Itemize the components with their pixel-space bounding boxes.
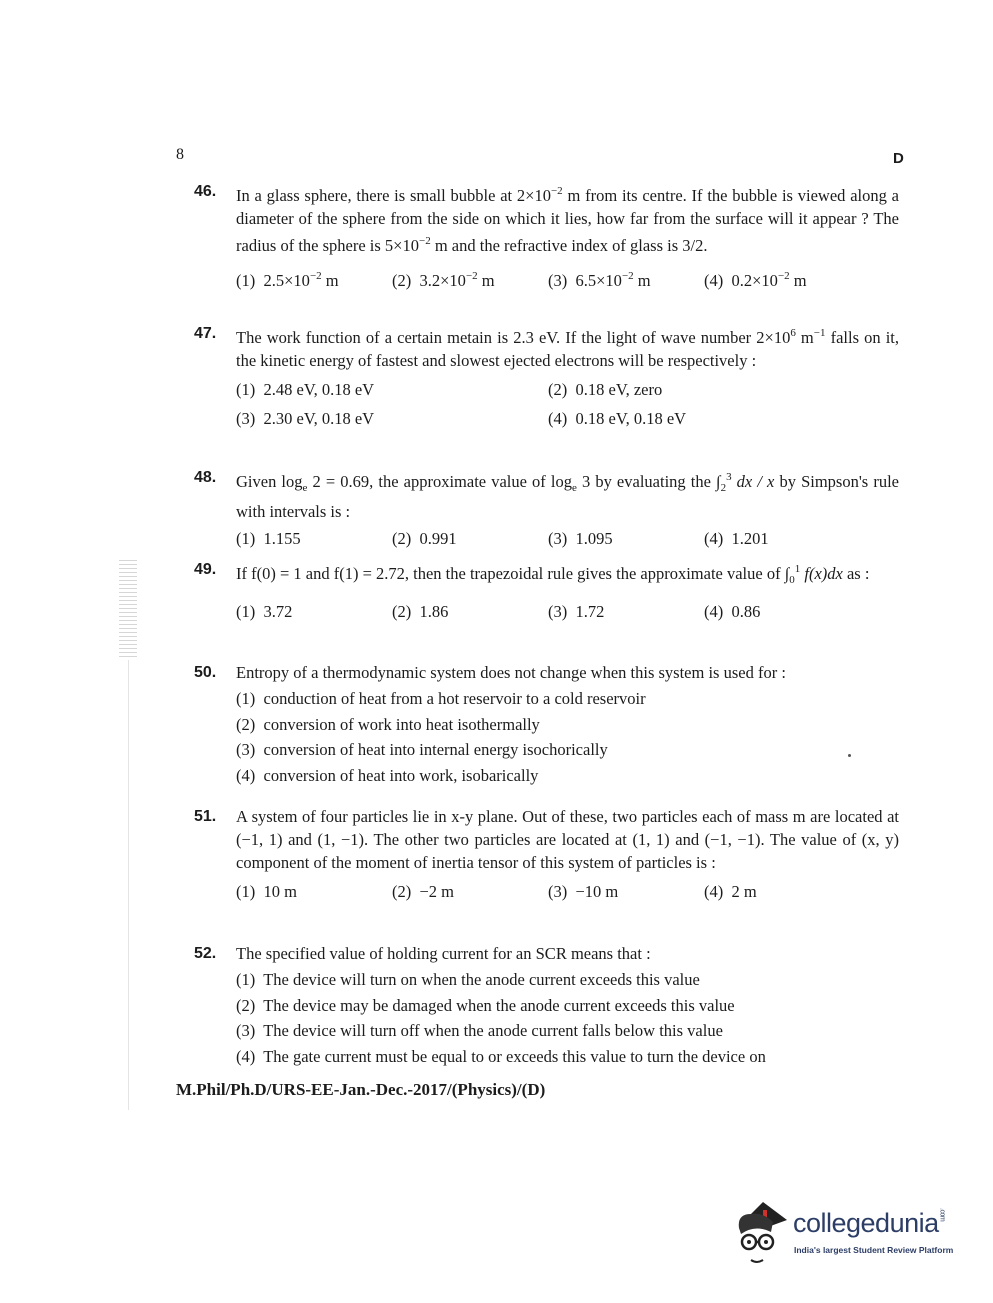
question-text: The specified value of holding current for an SCR means that :: [236, 944, 651, 963]
option-1: (1) conduction of heat from a hot reservoir to a cold reservoir: [236, 689, 646, 708]
mascot-icon: [733, 1198, 793, 1266]
option-2: (2) The device may be damaged when the anode current exceeds this value: [236, 995, 735, 1015]
question-number: 49.: [194, 561, 217, 578]
question-47: [194, 322, 899, 430]
options: [236, 527, 899, 550]
option-1: (1) The device will turn on when the anode current exceeds this value: [236, 970, 700, 989]
question-text: A system of four particles lie in x-y plane. Out of these, two particles each of mass m are located at (−1, 1) and (1, −1). The other two particles are located at (1, 1) and (−1, −1). The value of (x, y) component of the moment of inertia tensor of this system of particles is :: [236, 807, 899, 872]
question-48: [194, 466, 899, 550]
integral: $\int_0^1$ f(x)dx: [784, 563, 843, 586]
option-1: (1) 2.48 eV, 0.18 eV: [236, 380, 375, 399]
question-50: [194, 661, 899, 788]
option-3: (3) 1.72: [548, 602, 605, 621]
option-2: (2) 1.86: [392, 602, 449, 621]
option-1: (1) 10 m: [236, 882, 297, 901]
option-2: (2) $3.2\times 10^{-2}$ m: [392, 270, 495, 290]
page-number: 8: [176, 146, 184, 163]
option-3: (3) conversion of heat into internal energy isochorically: [236, 740, 608, 759]
option-2: (2) −2 m: [392, 882, 455, 901]
question-46: [194, 180, 899, 292]
options: [236, 967, 899, 1069]
option-4: (4) 0.18 eV, 0.18 eV: [548, 409, 687, 428]
integral: $\int_2^3$ dx / x: [716, 471, 775, 494]
option-4: (4) $0.2\times 10^{-2}$ m: [704, 270, 807, 290]
scan-artifact-strip: [119, 560, 137, 660]
question-number: 50.: [194, 664, 217, 681]
brand-name: collegedunia.com: [793, 1208, 946, 1238]
option-1: (1) 1.155: [236, 529, 301, 548]
option-4: (4) The gate current must be equal to or exceeds this value to turn the device on: [236, 1046, 766, 1066]
option-2: (2) 0.991: [392, 529, 457, 548]
option-2: (2) conversion of work into heat isothermally: [236, 714, 540, 734]
question-text: Given $\log_e 2 = 0.69$, the approximate value of $\log_e 3$ by evaluating the $\int_2^3$ dx / x by Simpson's rule with intervals is :: [236, 471, 899, 521]
option-3: (3) −10 m: [548, 882, 619, 901]
options: [236, 600, 899, 623]
option-3: (3) 1.095: [548, 529, 613, 548]
question-51: [194, 805, 899, 903]
option-4: (4) 2 m: [704, 882, 757, 901]
question-number: 52.: [194, 945, 217, 962]
options: [236, 265, 899, 292]
collegedunia-watermark: [733, 1198, 963, 1268]
options: [236, 686, 899, 788]
option-4: (4) conversion of heat into work, isobarically: [236, 765, 539, 785]
question-text: The work function of a certain metain is 2.3 eV. If the light of wave number $2\times 10^6$ $m^{-1}$ falls on it, the kinetic energy of fastest and slowest ejected electrons will be respectively :: [236, 327, 899, 370]
set-code: D: [893, 150, 904, 167]
option-4: (4) 0.86: [704, 602, 761, 621]
question-number: 48.: [194, 469, 217, 486]
question-49: [194, 558, 899, 623]
question-text: Entropy of a thermodynamic system does not change when this system is used for :: [236, 663, 786, 682]
option-4: (4) 1.201: [704, 529, 769, 548]
question-number: 51.: [194, 808, 217, 825]
paper-code-footer: M.Phil/Ph.D/URS-EE-Jan.-Dec.-2017/(Physics)/(D): [176, 1080, 546, 1099]
option-3: (3) 2.30 eV, 0.18 eV: [236, 409, 375, 428]
question-text: If f(0) = 1 and f(1) = 2.72, then the trapezoidal rule gives the approximate value of $\int_0^1$ f(x)dx as :: [236, 563, 870, 586]
option-2: (2) 0.18 eV, zero: [548, 380, 663, 399]
option-3: (3) $6.5\times 10^{-2}$ m: [548, 270, 651, 290]
brand-tagline: India's largest Student Review Platform: [794, 1245, 954, 1255]
question-text: In a glass sphere, there is small bubble at $2\times 10^{-2}$ m from its centre. If the bubble is viewed along a diameter of the sphere from the side on which it lies, how far from the surface will it appear ? The radius of the sphere is $5\times 10^{-2}$ m and the refractive index of glass is 3/2.: [236, 185, 899, 255]
option-3: (3) The device will turn off when the anode current falls below this value: [236, 1021, 723, 1040]
scan-artifact-line: [128, 660, 129, 1110]
question-52: [194, 942, 899, 1069]
scan-speck: [848, 754, 851, 757]
options: [236, 378, 899, 430]
option-1: (1) $2.5\times 10^{-2}$ m: [236, 270, 339, 290]
options: [236, 880, 899, 903]
question-number: 47.: [194, 325, 217, 342]
question-number: 46.: [194, 183, 217, 200]
option-1: (1) 3.72: [236, 602, 293, 621]
